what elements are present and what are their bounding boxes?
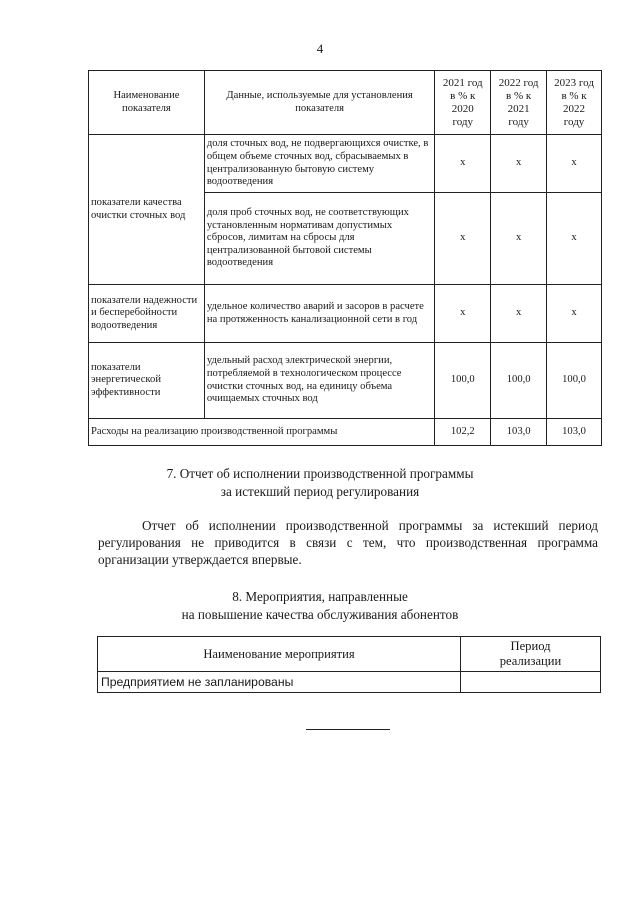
value-cell: 100,0: [547, 343, 602, 419]
data-cell: доля проб сточных вод, не соответствующих установленным нормативам допустимых сбросов, лимитам на сбросы для централизованной бытовой системы водоотведения: [204, 193, 434, 285]
header-period-line2: реализации: [499, 654, 562, 668]
header-period: [461, 637, 601, 672]
measures-table: [97, 636, 601, 693]
header-period-line1: Период: [510, 639, 551, 653]
year-suffix: году: [452, 115, 474, 128]
total-value: 103,0: [491, 419, 547, 446]
year-percent-label: в % к: [450, 89, 476, 102]
data-cell: удельное количество аварий и засоров в расчете на протяженность канализационной сети в год: [204, 285, 434, 343]
value-cell: 100,0: [491, 343, 547, 419]
value-cell: х: [435, 193, 491, 285]
data-cell: удельный расход электрической энергии, потребляемой в технологическом процессе очистки сточных вод, на единицу объема очищаемых сточных вод: [204, 343, 434, 419]
header-indicator-name-text: Наименование показателя: [113, 89, 180, 114]
year-percent-label: в % к: [561, 89, 587, 102]
table-row: [89, 343, 602, 419]
header-data-used-text: Данные, используемые для установления показателя: [226, 89, 413, 114]
value-cell: 100,0: [435, 343, 491, 419]
year-label: 2023 год: [554, 76, 594, 89]
page-number: 4: [316, 41, 324, 56]
section-8-title-line2: на повышение качества обслуживания абонентов: [181, 607, 459, 622]
header-indicator-name: [89, 71, 205, 135]
year-label: 2022 год: [498, 76, 539, 89]
total-row: [89, 419, 602, 446]
value-cell: х: [547, 285, 602, 343]
year-suffix: году: [563, 115, 585, 128]
table-header-row: [89, 71, 602, 135]
year-percent-label: в % к: [506, 89, 532, 102]
year-base: 2021: [507, 102, 530, 115]
total-value: 102,2: [435, 419, 491, 446]
year-suffix: году: [508, 115, 529, 128]
total-label: Расходы на реализацию производственной программы: [89, 419, 435, 446]
value-cell: х: [435, 135, 491, 193]
end-divider: [306, 729, 390, 730]
value-cell: х: [547, 135, 602, 193]
section-7-paragraph: Отчет об исполнении производственной программы за истекший период регулирования не приводится в связи с тем, что производственная программа организации утверждается впервые.: [98, 518, 598, 567]
group-name-cell: показатели качества очистки сточных вод: [89, 135, 205, 285]
header-year-2022: [491, 71, 547, 135]
section-8-title-line1: 8. Мероприятия, направленные: [232, 589, 408, 604]
value-cell: х: [491, 193, 547, 285]
value-cell: х: [547, 193, 602, 285]
section-7-title-line1: 7. Отчет об исполнении производственной программы: [166, 466, 474, 481]
value-cell: х: [491, 135, 547, 193]
table-row: [89, 135, 602, 193]
value-cell: х: [491, 285, 547, 343]
section-7-title-line2: за истекший период регулирования: [220, 484, 420, 499]
header-year-2021: [435, 71, 491, 135]
header-year-2023: [547, 71, 602, 135]
indicators-table: [88, 70, 602, 446]
header-measure-name: Наименование мероприятия: [98, 637, 461, 672]
section-7-text: [98, 517, 598, 568]
measures-header-row: [98, 637, 601, 672]
header-data-used: [204, 71, 434, 135]
measure-cell: Предприятием не запланированы: [98, 672, 461, 693]
data-cell: доля сточных вод, не подвергающихся очистке, в общем объеме сточных вод, сбрасываемых в централизованную бытовую систему водоотведения: [204, 135, 434, 193]
group-name-cell: показатели надежности и бесперебойности водоотведения: [89, 285, 205, 343]
table-row: [89, 285, 602, 343]
section-7-title: [0, 465, 640, 501]
value-cell: х: [435, 285, 491, 343]
total-value: 103,0: [547, 419, 602, 446]
measures-row: [98, 672, 601, 693]
year-label: 2021 год: [442, 76, 483, 89]
year-base: 2020: [451, 102, 474, 115]
group-name-cell: показатели энергетической эффективности: [89, 343, 205, 419]
year-base: 2022: [563, 102, 586, 115]
section-8-title: [0, 588, 640, 624]
period-cell: [461, 672, 601, 693]
